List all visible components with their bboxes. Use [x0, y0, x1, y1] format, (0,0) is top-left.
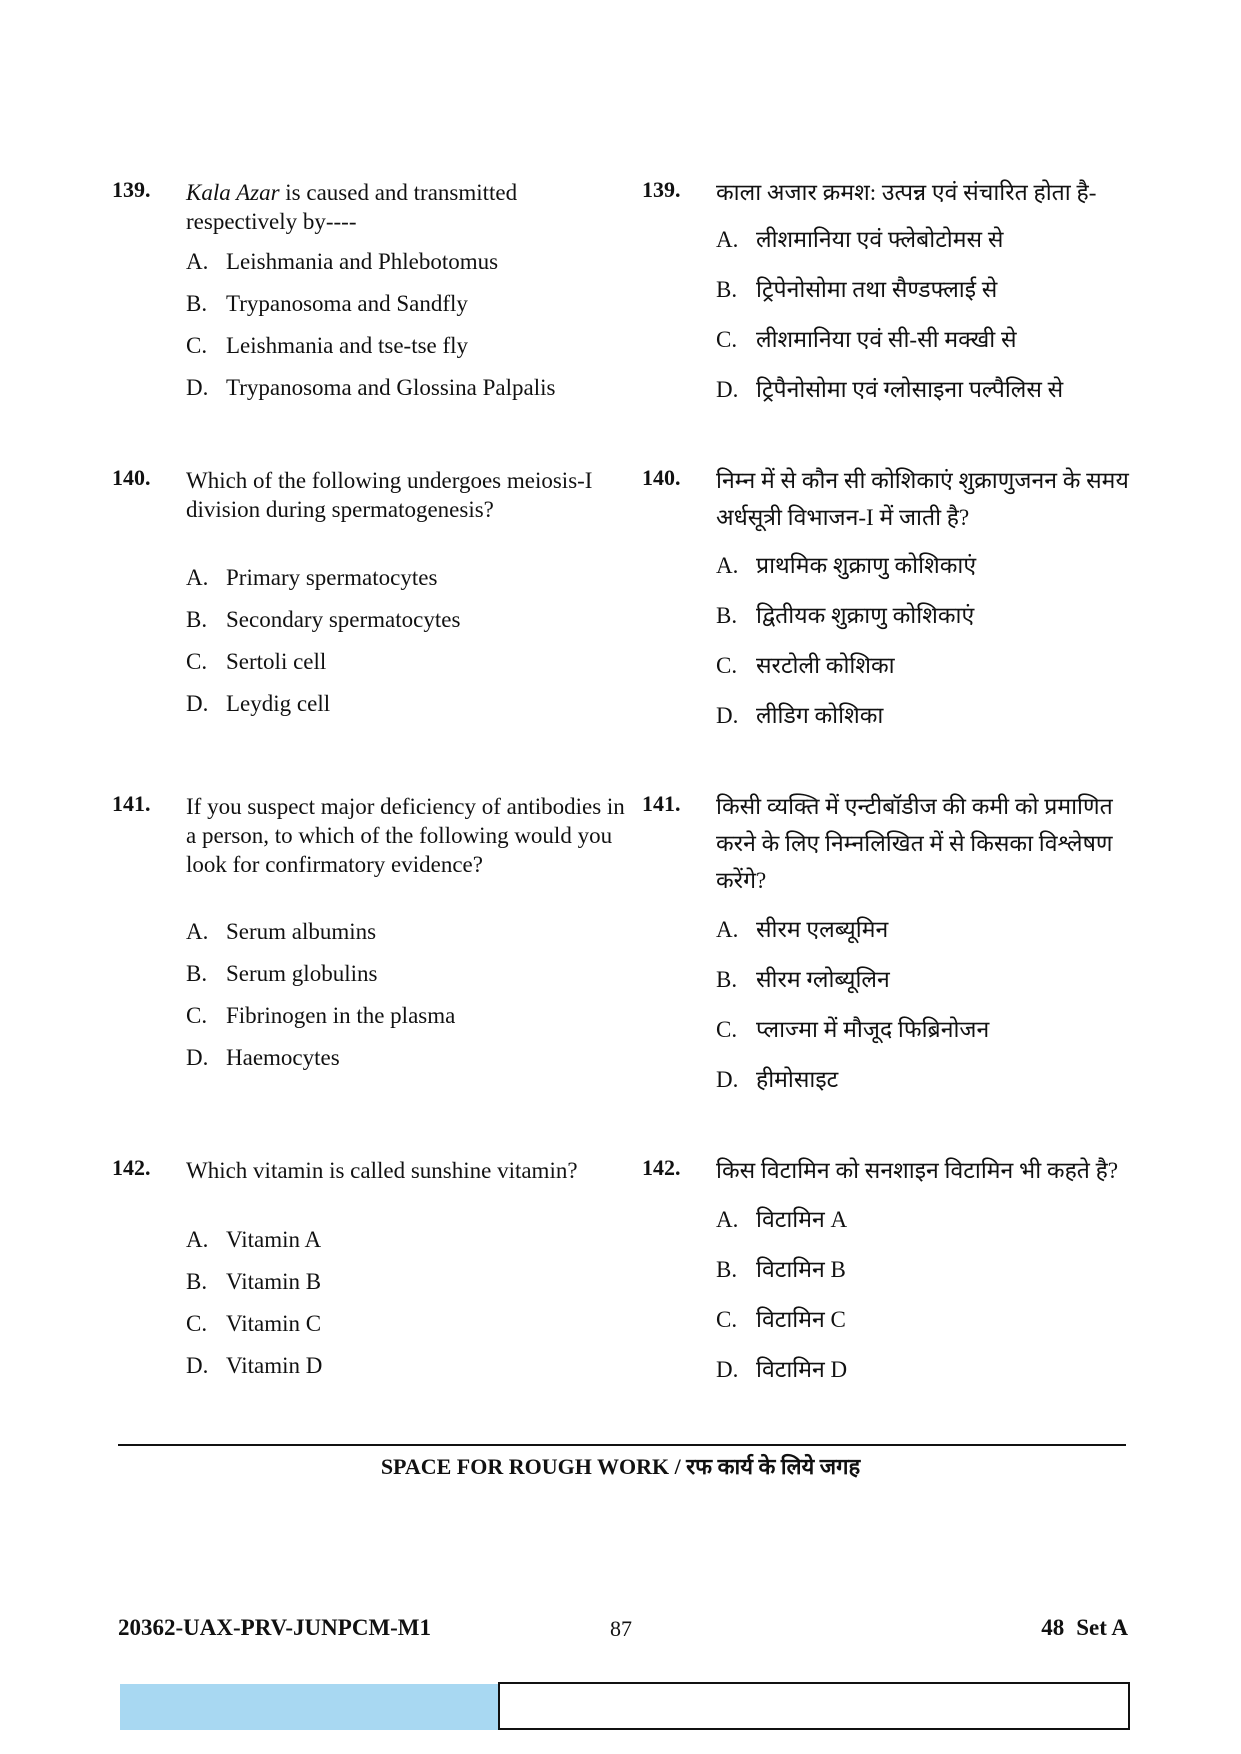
question-number: 140.: [112, 465, 151, 490]
set-label: [1041, 1614, 1128, 1642]
option-d: D. ट्रिपैनोसोमा एवं ग्लोसाइना पल्पैलिस से: [716, 377, 1064, 402]
question-number: 142.: [642, 1155, 681, 1180]
option-a: A. लीशमानिया एवं फ्लेबोटोमस से: [716, 227, 1004, 252]
question-text-italic: Kala Azar: [186, 180, 280, 205]
option-c: C. सरटोली कोशिका: [716, 653, 895, 678]
option-d: D. Haemocytes: [186, 1045, 340, 1070]
option-a: A. Leishmania and Phlebotomus: [186, 249, 499, 274]
option-c: C. प्लाज्मा में मौजूद फिब्रिनोजन: [716, 1017, 990, 1042]
rough-work-divider: [118, 1444, 1126, 1446]
question-text: निम्न में से कौन सी कोशिकाएं शुक्राणुजनन के समय अर्धसूत्री विभाजन-I में जाती है?: [716, 468, 1129, 530]
question-text: [186, 178, 626, 236]
question-number: 141.: [642, 791, 681, 816]
question-text: If you suspect major deficiency of antibodies in a person, to which of the following would you look for confirmatory evidence?: [186, 794, 625, 877]
footer-blue-band: [120, 1684, 498, 1730]
footer-outline-box: [498, 1682, 1130, 1730]
option-a: A. Primary spermatocytes: [186, 565, 438, 590]
option-a: A. विटामिन A: [716, 1207, 848, 1232]
question-number: 142.: [112, 1155, 151, 1180]
option-a: A. Vitamin A: [186, 1227, 322, 1252]
option-d: D. Trypanosoma and Glossina Palpalis: [186, 375, 556, 400]
question-number: 141.: [112, 791, 151, 816]
option-d: D. Vitamin D: [186, 1353, 323, 1378]
question-text: किसी व्यक्ति में एन्टीबॉडीज की कमी को प्रमाणित करने के लिए निम्नलिखित में से किसका विश्लेषण करेंगे?: [716, 794, 1113, 893]
option-a: A. प्राथमिक शुक्राणु कोशिकाएं: [716, 553, 977, 578]
option-d: D. हीमोसाइट: [716, 1067, 839, 1092]
option-c: C. विटामिन C: [716, 1307, 846, 1332]
question-text: काला अजार क्रमश: उत्पन्न एवं संचारित होता है-: [716, 180, 1097, 205]
option-b: B. Serum globulins: [186, 961, 378, 986]
question-text: Which vitamin is called sunshine vitamin?: [186, 1158, 578, 1183]
option-a: A. सीरम एलब्यूमिन: [716, 917, 889, 942]
option-b: B. Vitamin B: [186, 1269, 322, 1294]
option-b: B. Trypanosoma and Sandfly: [186, 291, 468, 316]
set-number: 48: [1041, 1615, 1065, 1640]
option-a: A. Serum albumins: [186, 919, 377, 944]
option-d: D. विटामिन D: [716, 1357, 848, 1382]
option-b: B. सीरम ग्लोब्यूलिन: [716, 967, 890, 992]
option-b: B. विटामिन B: [716, 1257, 846, 1282]
question-number: 139.: [642, 177, 681, 202]
rough-work-heading: SPACE FOR ROUGH WORK / रफ कार्य के लिये जगह: [380, 1454, 861, 1479]
option-c: C. Sertoli cell: [186, 649, 327, 674]
question-text: Which of the following undergoes meiosis-I division during spermatogenesis?: [186, 468, 593, 522]
question-number: 140.: [642, 465, 681, 490]
option-c: C. Leishmania and tse-tse fly: [186, 333, 469, 358]
option-d: D. लीडिग कोशिका: [716, 703, 884, 728]
option-d: D. Leydig cell: [186, 691, 331, 716]
paper-code: 20362-UAX-PRV-JUNPCM-M1: [118, 1615, 432, 1640]
question-number: 139.: [112, 177, 151, 202]
option-b: B. द्वितीयक शुक्राणु कोशिकाएं: [716, 603, 975, 628]
page-number: 87: [610, 1616, 632, 1641]
set-name: Set A: [1076, 1615, 1128, 1640]
option-c: C. Fibrinogen in the plasma: [186, 1003, 456, 1028]
question-text: किस विटामिन को सनशाइन विटामिन भी कहते है?: [716, 1158, 1119, 1183]
option-b: B. Secondary spermatocytes: [186, 607, 461, 632]
question-text-rest: is caused and transmitted respectively by----: [186, 180, 518, 234]
option-b: B. ट्रिपेनोसोमा तथा सैण्डफ्लाई से: [716, 277, 998, 302]
option-c: C. Vitamin C: [186, 1311, 322, 1336]
option-c: C. लीशमानिया एवं सी-सी मक्खी से: [716, 327, 1017, 352]
